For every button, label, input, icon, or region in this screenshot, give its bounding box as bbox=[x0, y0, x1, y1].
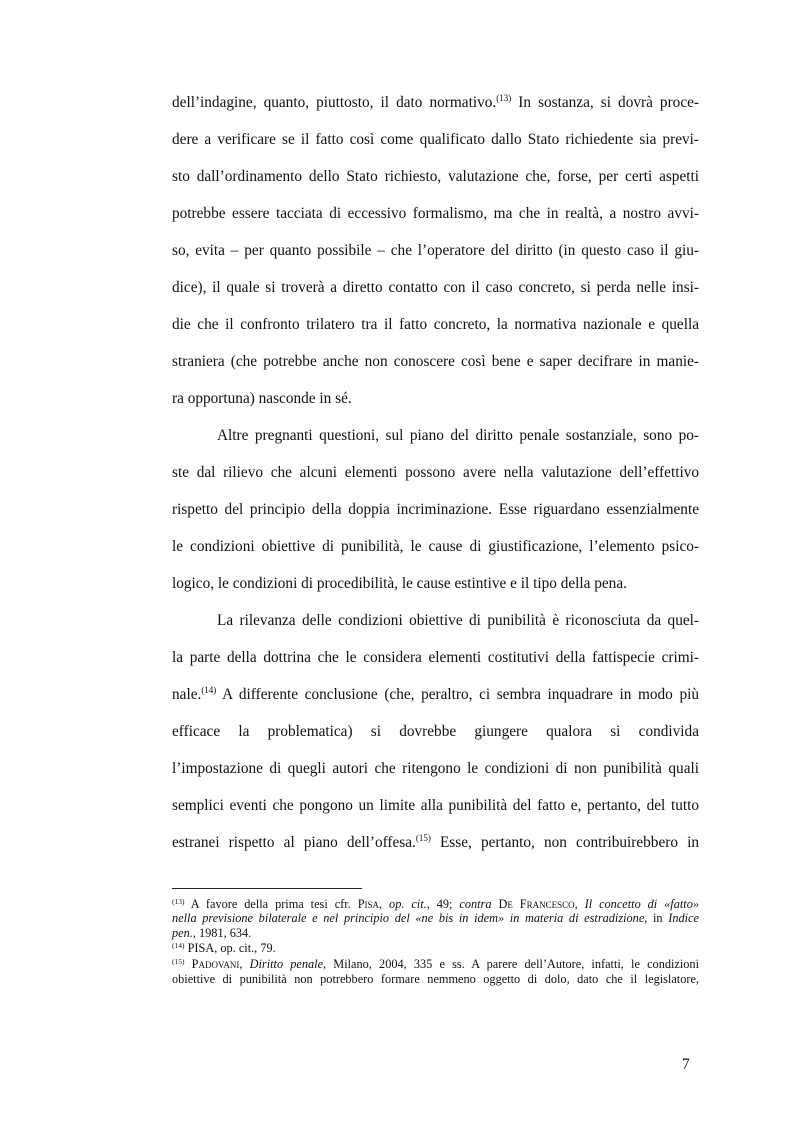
body-line-14: logico, le condizioni di procedibilità, le cause estintive e il tipo della pena. bbox=[172, 575, 627, 592]
footnote-ref-14[interactable]: (14) bbox=[201, 685, 217, 695]
body-line-4: potrebbe essere tacciata di eccessivo formalismo, ma che in realtà, a nostro avvi- bbox=[172, 205, 699, 222]
footnote-ref-13[interactable]: (13) bbox=[496, 93, 512, 103]
footnote-13-line-2: nella previsione bilaterale e nel principio del «ne bis in idem» in materia di estradizione, in Indice bbox=[172, 911, 699, 925]
body-line-19: l’impostazione di quegli autori che ritengono le condizioni di non punibilità quali bbox=[172, 760, 699, 777]
body-line-15: La rilevanza delle condizioni obiettive di punibilità è riconosciuta da quel- bbox=[217, 612, 699, 629]
body-line-13: le condizioni obiettive di punibilità, le cause di giustificazione, l’elemento psico- bbox=[172, 538, 699, 555]
body-line-9: ra opportuna) nasconde in sé. bbox=[172, 390, 352, 407]
body-line-1: dell’indagine, quanto, piuttosto, il dato normativo.$^{(13)}$ In sostanza, si dovrà proce- bbox=[172, 93, 699, 111]
body-line-20: semplici eventi che pongono un limite alla punibilità del fatto e, pertanto, del tutto bbox=[172, 797, 699, 814]
page-number: 7 bbox=[682, 1056, 690, 1073]
footnote-separator bbox=[172, 888, 362, 889]
body-line-18: efficace la problematica) si dovrebbe giungere qualora si condivida bbox=[172, 723, 699, 740]
footnote-14: $^{(14)}$ PISA, op. cit., 79. bbox=[172, 941, 276, 955]
body-line-10: Altre pregnanti questioni, sul piano del diritto penale sostanziale, sono po- bbox=[217, 427, 699, 444]
footnote-15-line-1: $^{(15)}$ Padovani, Diritto penale, Milano, 2004, 335 e ss. A parere dell’Autore, infatti, le condizioni bbox=[172, 957, 699, 971]
body-line-12: rispetto del principio della doppia incriminazione. Esse riguardano essenzialmente bbox=[172, 501, 699, 518]
body-line-3: sto dall’ordinamento dello Stato richiesto, valutazione che, forse, per certi aspetti bbox=[172, 168, 699, 185]
body-line-21: estranei rispetto al piano dell’offesa.$^{(15)}$ Esse, pertanto, non contribuirebbero in bbox=[172, 833, 699, 851]
footnote-13-line-1: $^{(13)}$ A favore della prima tesi cfr. Pisa, op. cit., 49; contra De Francesco, Il concetto di «fatto» bbox=[172, 897, 700, 911]
body-line-11: ste dal rilievo che alcuni elementi possono avere nella valutazione dell’effettivo bbox=[172, 464, 699, 481]
footnote-15-line-2: obiettive di punibilità non potrebbero formare nemmeno oggetto di dolo, dato che il legislatore, bbox=[172, 972, 699, 986]
body-line-2: dere a verificare se il fatto così come qualificato dallo Stato richiedente sia previ- bbox=[172, 131, 699, 148]
body-line-7: die che il confronto trilatero tra il fatto concreto, la normativa nazionale e quella bbox=[172, 316, 699, 333]
body-line-6: dice), il quale si troverà a diretto contatto con il caso concreto, si perda nelle insi- bbox=[172, 279, 699, 296]
footnote-13-line-3: pen., 1981, 634. bbox=[172, 926, 252, 940]
footnote-ref-15[interactable]: (15) bbox=[415, 833, 431, 843]
body-line-5: so, evita – per quanto possibile – che l’operatore del diritto (in questo caso il giu- bbox=[172, 242, 699, 259]
body-line-16: la parte della dottrina che le considera elementi costitutivi della fattispecie crimi- bbox=[172, 649, 699, 666]
body-line-8: straniera (che potrebbe anche non conoscere così bene e saper decifrare in manie- bbox=[172, 353, 699, 370]
body-line-17: nale.$^{(14)}$ A differente conclusione (che, peraltro, ci sembra inquadrare in modo più bbox=[172, 685, 699, 703]
